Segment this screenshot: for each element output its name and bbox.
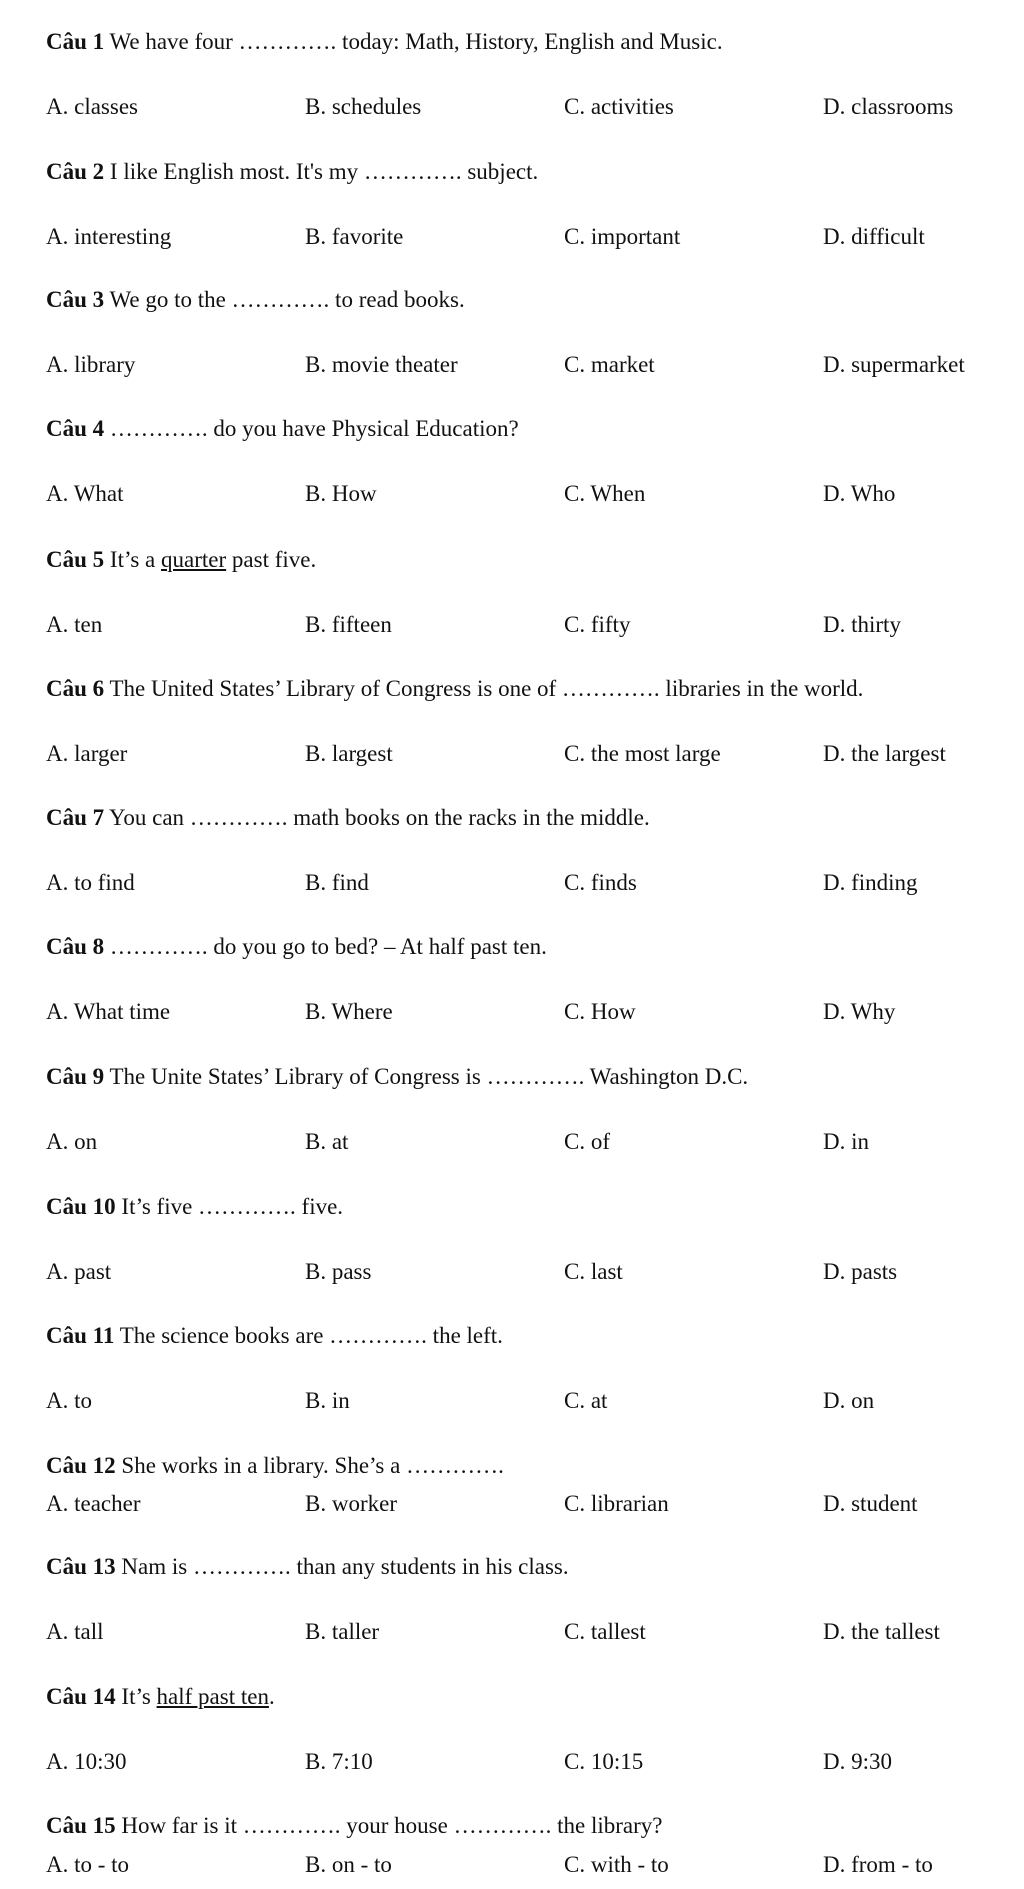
question-10-option-b: B. pass	[305, 1259, 372, 1284]
question-text: .	[268, 1684, 275, 1709]
question-7-option-a: A. to find	[46, 870, 135, 895]
question-11-option-b: B. in	[305, 1388, 350, 1413]
question-8-option-a: A. What time	[46, 999, 171, 1024]
question-9-option-d: D. in	[823, 1129, 869, 1154]
question-label: Câu 7	[46, 805, 105, 830]
question-7-option-b: B. find	[305, 870, 369, 895]
question-14	[46, 1683, 275, 1711]
question-text: It’s	[115, 1684, 157, 1709]
question-7	[46, 804, 650, 832]
question-label: Câu 8	[46, 934, 105, 959]
question-6-option-a: A. larger	[46, 741, 128, 766]
question-1-option-d: D. classrooms	[823, 94, 954, 119]
question-text: You can …………. math books on the racks in the middle.	[104, 805, 650, 830]
question-label: Câu 4	[46, 416, 105, 441]
question-4-option-c: C. When	[564, 481, 646, 506]
question-text: It’s a	[104, 547, 162, 572]
question-12	[46, 1452, 504, 1480]
underlined-phrase: quarter	[161, 547, 227, 572]
question-label: Câu 1	[46, 29, 105, 54]
question-8-option-b: B. Where	[305, 999, 393, 1024]
question-1	[46, 28, 723, 56]
question-6	[46, 675, 863, 703]
question-5-option-d: D. thirty	[823, 612, 901, 637]
question-1-option-a: A. classes	[46, 94, 138, 119]
question-13-option-c: C. tallest	[564, 1619, 646, 1644]
options-row-8	[46, 998, 1006, 1026]
question-12-option-c: C. librarian	[564, 1491, 669, 1516]
question-3-option-a: A. library	[46, 352, 136, 377]
question-4-option-a: A. What	[46, 481, 124, 506]
question-1-option-b: B. schedules	[305, 94, 422, 119]
question-3-option-d: D. supermarket	[823, 352, 965, 377]
question-2-option-d: D. difficult	[823, 224, 925, 249]
question-3-option-c: C. market	[564, 352, 655, 377]
options-row-11	[46, 1387, 1006, 1415]
question-5-option-c: C. fifty	[564, 612, 631, 637]
question-6-option-b: B. largest	[305, 741, 393, 766]
question-2	[46, 158, 538, 186]
question-text: The United States’ Library of Congress is one of …………. libraries in the world.	[104, 676, 864, 701]
question-label: Câu 12	[46, 1453, 116, 1478]
question-text: We have four …………. today: Math, History, English and Music.	[104, 29, 723, 54]
question-2-option-c: C. important	[564, 224, 681, 249]
question-12-option-a: A. teacher	[46, 1491, 141, 1516]
question-text: …………. do you have Physical Education?	[104, 416, 519, 441]
question-label: Câu 2	[46, 159, 105, 184]
question-15	[46, 1812, 662, 1840]
options-row-10	[46, 1258, 1006, 1286]
options-row-1	[46, 93, 1006, 121]
options-row-6	[46, 740, 1006, 768]
question-13-option-b: B. taller	[305, 1619, 380, 1644]
question-12-option-b: B. worker	[305, 1491, 397, 1516]
question-label: Câu 6	[46, 676, 105, 701]
question-2-option-a: A. interesting	[46, 224, 172, 249]
question-label: Câu 3	[46, 287, 105, 312]
question-10-option-a: A. past	[46, 1259, 112, 1284]
question-9-option-a: A. on	[46, 1129, 98, 1154]
question-6-option-d: D. the largest	[823, 741, 946, 766]
question-text: …………. do you go to bed? – At half past ten.	[104, 934, 547, 959]
question-15-option-c: C. with - to	[564, 1852, 669, 1877]
question-15-option-a: A. to - to	[46, 1852, 130, 1877]
question-text: She works in a library. She’s a ………….	[115, 1453, 504, 1478]
question-9-option-c: C. of	[564, 1129, 610, 1154]
question-label: Câu 15	[46, 1813, 116, 1838]
question-12-option-d: D. student	[823, 1491, 918, 1516]
question-7-option-c: C. finds	[564, 870, 637, 895]
question-14-option-d: D. 9:30	[823, 1749, 892, 1774]
question-5	[46, 546, 316, 574]
question-3	[46, 286, 465, 314]
question-8	[46, 933, 547, 961]
question-text: How far is it …………. your house …………. the library?	[115, 1813, 663, 1838]
question-9-option-b: B. at	[305, 1129, 349, 1154]
question-label: Câu 9	[46, 1064, 105, 1089]
options-row-9	[46, 1128, 1006, 1156]
question-10-option-d: D. pasts	[823, 1259, 898, 1284]
question-label: Câu 14	[46, 1684, 116, 1709]
options-row-12	[46, 1490, 1006, 1518]
question-label: Câu 10	[46, 1194, 116, 1219]
options-row-4	[46, 480, 1006, 508]
question-10-option-c: C. last	[564, 1259, 623, 1284]
question-text: I like English most. It's my …………. subject.	[104, 159, 539, 184]
underlined-phrase: half past ten	[156, 1684, 269, 1709]
question-7-option-d: D. finding	[823, 870, 918, 895]
question-13-option-d: D. the tallest	[823, 1619, 940, 1644]
question-label: Câu 11	[46, 1323, 115, 1348]
question-9	[46, 1063, 748, 1091]
options-row-7	[46, 869, 1006, 897]
question-text: The science books are …………. the left.	[114, 1323, 503, 1348]
question-1-option-c: C. activities	[564, 94, 674, 119]
options-row-14	[46, 1748, 1006, 1776]
question-11-option-a: A. to	[46, 1388, 92, 1413]
question-8-option-d: D. Why	[823, 999, 896, 1024]
options-row-2	[46, 223, 1006, 251]
question-13-option-a: A. tall	[46, 1619, 104, 1644]
options-row-5	[46, 611, 1006, 639]
question-14-option-a: A. 10:30	[46, 1749, 127, 1774]
question-text: It’s five …………. five.	[115, 1194, 344, 1219]
question-15-option-d: D. from - to	[823, 1852, 933, 1877]
question-11-option-c: C. at	[564, 1388, 608, 1413]
question-text: The Unite States’ Library of Congress is …………. Washington D.C.	[104, 1064, 749, 1089]
question-4-option-b: B. How	[305, 481, 377, 506]
question-14-option-b: B. 7:10	[305, 1749, 373, 1774]
question-text: Nam is …………. than any students in his class.	[115, 1554, 569, 1579]
question-text: We go to the …………. to read books.	[104, 287, 465, 312]
question-3-option-b: B. movie theater	[305, 352, 458, 377]
question-5-option-b: B. fifteen	[305, 612, 392, 637]
question-14-option-c: C. 10:15	[564, 1749, 644, 1774]
question-10	[46, 1193, 343, 1221]
question-text: past five.	[226, 547, 317, 572]
question-11	[46, 1322, 503, 1350]
question-4-option-d: D. Who	[823, 481, 896, 506]
question-13	[46, 1553, 569, 1581]
question-label: Câu 13	[46, 1554, 116, 1579]
question-4	[46, 415, 519, 443]
question-5-option-a: A. ten	[46, 612, 103, 637]
options-row-15	[46, 1851, 1006, 1879]
options-row-13	[46, 1618, 1006, 1646]
options-row-3	[46, 351, 1006, 379]
question-2-option-b: B. favorite	[305, 224, 404, 249]
question-11-option-d: D. on	[823, 1388, 875, 1413]
question-15-option-b: B. on - to	[305, 1852, 392, 1877]
question-8-option-c: C. How	[564, 999, 636, 1024]
question-label: Câu 5	[46, 547, 105, 572]
question-6-option-c: C. the most large	[564, 741, 721, 766]
